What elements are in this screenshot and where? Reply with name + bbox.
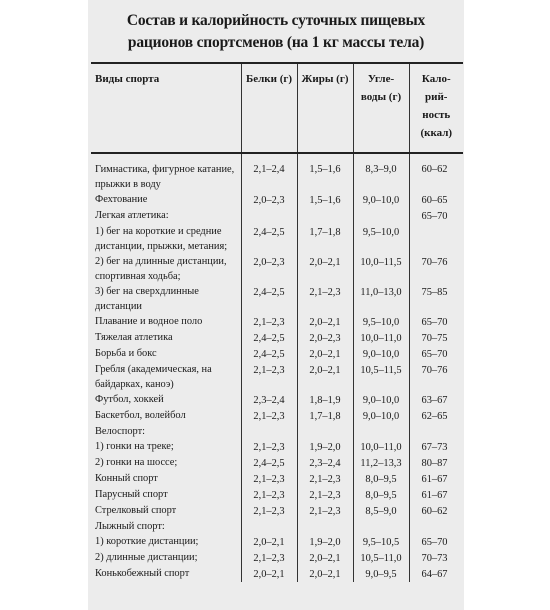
carbs-cell <box>353 519 409 534</box>
carbs-cell: 8,5–9,0 <box>353 503 409 519</box>
sport-cell: Велоспорт: <box>95 426 146 437</box>
carbs-cell: 10,5–11,5 <box>353 362 409 392</box>
fat-cell: 2,1–2,3 <box>297 284 353 314</box>
kcal-cell: 62–65 <box>409 408 463 424</box>
table-row <box>91 455 463 471</box>
kcal-cell: 61–67 <box>409 487 463 503</box>
carbs-cell: 10,5–11,0 <box>353 550 409 566</box>
fat-cell: 2,0–2,1 <box>297 346 353 362</box>
sport-cell: Парусный спорт <box>95 489 168 500</box>
protein-cell: 2,1–2,3 <box>241 314 297 330</box>
carbs-cell: 9,0–10,0 <box>353 408 409 424</box>
carbs-cell <box>353 208 409 224</box>
kcal-cell: 67–73 <box>409 439 463 455</box>
carbs-cell: 9,5–10,5 <box>353 534 409 550</box>
kcal-cell: 70–76 <box>409 254 463 284</box>
sport-cell: Гребля (академическая, на байдарках, каноэ) <box>95 364 212 390</box>
fat-cell: 2,3–2,4 <box>297 455 353 471</box>
sport-cell: 2) длинные дистанции; <box>95 552 198 563</box>
protein-cell: 2,4–2,5 <box>241 330 297 346</box>
sport-cell: 1) бег на короткие и средние дистанции, прыжки, метания; <box>95 226 228 252</box>
sport-cell: Легкая атлетика: <box>95 210 169 221</box>
sport-cell: Тяжелая атлетика <box>95 332 173 343</box>
kcal-cell: 64–67 <box>409 566 463 582</box>
fat-cell <box>297 519 353 534</box>
fat-cell: 2,1–2,3 <box>297 487 353 503</box>
protein-cell: 2,1–2,3 <box>241 471 297 487</box>
table-row <box>91 424 463 439</box>
fat-cell: 1,9–2,0 <box>297 439 353 455</box>
fat-cell: 2,0–2,1 <box>297 550 353 566</box>
table-row <box>91 503 463 519</box>
carbs-cell: 8,3–9,0 <box>353 153 409 192</box>
table-row <box>91 408 463 424</box>
table-row <box>91 362 463 392</box>
fat-cell: 1,7–1,8 <box>297 408 353 424</box>
table-row <box>91 224 463 254</box>
carbs-cell: 9,0–9,5 <box>353 566 409 582</box>
protein-cell: 2,1–2,3 <box>241 362 297 392</box>
protein-cell <box>241 519 297 534</box>
fat-cell <box>297 208 353 224</box>
protein-cell: 2,1–2,3 <box>241 487 297 503</box>
table-row <box>91 487 463 503</box>
sport-cell: Плавание и водное поло <box>95 316 203 327</box>
sport-cell: Конькобежный спорт <box>95 568 190 579</box>
kcal-cell: 65–70 <box>409 314 463 330</box>
nutrition-table <box>91 62 463 582</box>
kcal-cell <box>409 224 463 254</box>
kcal-cell: 70–75 <box>409 330 463 346</box>
sport-cell: Конный спорт <box>95 473 158 484</box>
kcal-cell: 60–62 <box>409 153 463 192</box>
carbs-cell: 11,0–13,0 <box>353 284 409 314</box>
fat-cell: 2,0–2,1 <box>297 254 353 284</box>
sport-cell: Стрелковый спорт <box>95 505 177 516</box>
protein-cell: 2,3–2,4 <box>241 392 297 408</box>
table-row <box>91 471 463 487</box>
protein-cell: 2,4–2,5 <box>241 455 297 471</box>
carbs-cell: 9,5–10,0 <box>353 224 409 254</box>
protein-cell: 2,1–2,3 <box>241 439 297 455</box>
kcal-cell: 75–85 <box>409 284 463 314</box>
carbs-cell: 9,0–10,0 <box>353 392 409 408</box>
table-row <box>91 439 463 455</box>
title-line-1: Состав и калорийность суточных пищевых <box>126 12 426 29</box>
sport-cell: 2) бег на длинные дистанции, спортивная ходьба; <box>95 256 227 282</box>
table-row <box>91 254 463 284</box>
carbs-cell: 9,0–10,0 <box>353 346 409 362</box>
table-row <box>91 550 463 566</box>
fat-cell: 1,5–1,6 <box>297 192 353 208</box>
table-row <box>91 392 463 408</box>
kcal-cell: 80–87 <box>409 455 463 471</box>
table-row <box>91 284 463 314</box>
header-fat: Жиры (г) <box>297 63 353 153</box>
kcal-cell: 60–65 <box>409 192 463 208</box>
sport-cell: Фехтование <box>95 194 148 205</box>
carbs-cell: 10,0–11,5 <box>353 254 409 284</box>
kcal-cell: 61–67 <box>409 471 463 487</box>
fat-cell: 1,8–1,9 <box>297 392 353 408</box>
protein-cell: 2,1–2,3 <box>241 408 297 424</box>
carbs-cell: 10,0–11,0 <box>353 330 409 346</box>
carbs-cell: 9,0–10,0 <box>353 192 409 208</box>
table-row <box>91 534 463 550</box>
title-line-2: рационов спортсменов (на 1 кг массы тела) <box>127 34 425 51</box>
sport-cell: Футбол, хоккей <box>95 394 164 405</box>
protein-cell: 2,0–2,3 <box>241 192 297 208</box>
sport-cell: Гимнастика, фигурное катание, прыжки в воду <box>95 164 235 190</box>
fat-cell: 2,0–2,3 <box>297 330 353 346</box>
protein-cell: 2,1–2,4 <box>241 153 297 192</box>
fat-cell <box>297 424 353 439</box>
protein-cell: 2,1–2,3 <box>241 550 297 566</box>
kcal-cell <box>409 519 463 534</box>
table-row <box>91 346 463 362</box>
fat-cell: 2,1–2,3 <box>297 503 353 519</box>
sport-cell: Лыжный спорт: <box>95 521 165 532</box>
kcal-cell <box>409 424 463 439</box>
carbs-cell: 8,0–9,5 <box>353 487 409 503</box>
fat-cell: 2,0–2,1 <box>297 314 353 330</box>
protein-cell: 2,4–2,5 <box>241 224 297 254</box>
table-row <box>91 208 463 224</box>
sport-cell: 1) гонки на треке; <box>95 441 174 452</box>
fat-cell: 2,0–2,1 <box>297 566 353 582</box>
table-row <box>91 519 463 534</box>
fat-cell: 1,9–2,0 <box>297 534 353 550</box>
fat-cell: 1,7–1,8 <box>297 224 353 254</box>
carbs-cell: 11,2–13,3 <box>353 455 409 471</box>
kcal-cell: 70–73 <box>409 550 463 566</box>
protein-cell: 2,4–2,5 <box>241 346 297 362</box>
header-protein: Белки (г) <box>241 63 297 153</box>
protein-cell: 2,1–2,3 <box>241 503 297 519</box>
header-kcal: Кало-рий-ность (ккал) <box>409 63 463 153</box>
protein-cell <box>241 208 297 224</box>
table-row <box>91 566 463 582</box>
sport-cell: 2) гонки на шоссе; <box>95 457 178 468</box>
kcal-cell: 65–70 <box>409 208 463 224</box>
protein-cell: 2,0–2,3 <box>241 254 297 284</box>
carbs-cell <box>353 424 409 439</box>
table-row <box>91 153 463 192</box>
table-header-row <box>91 63 463 153</box>
kcal-cell: 60–62 <box>409 503 463 519</box>
kcal-cell: 65–70 <box>409 346 463 362</box>
fat-cell: 2,1–2,3 <box>297 471 353 487</box>
carbs-cell: 9,5–10,0 <box>353 314 409 330</box>
protein-cell: 2,0–2,1 <box>241 566 297 582</box>
sport-cell: 3) бег на сверхдлинные дистанции <box>95 286 199 312</box>
kcal-cell: 63–67 <box>409 392 463 408</box>
fat-cell: 1,5–1,6 <box>297 153 353 192</box>
sport-cell: Борьба и бокс <box>95 348 157 359</box>
kcal-cell: 65–70 <box>409 534 463 550</box>
sport-cell: Баскетбол, волейбол <box>95 410 186 421</box>
fat-cell: 2,0–2,1 <box>297 362 353 392</box>
table-row <box>91 314 463 330</box>
carbs-cell: 8,0–9,5 <box>353 471 409 487</box>
header-carbs: Угле-воды (г) <box>353 63 409 153</box>
table-body <box>91 153 463 582</box>
protein-cell: 2,4–2,5 <box>241 284 297 314</box>
sport-cell: 1) короткие дистанции; <box>95 536 199 547</box>
kcal-cell: 70–76 <box>409 362 463 392</box>
header-sport: Виды спорта <box>91 63 241 153</box>
carbs-cell: 10,0–11,0 <box>353 439 409 455</box>
table-row <box>91 330 463 346</box>
protein-cell: 2,0–2,1 <box>241 534 297 550</box>
page-title <box>88 10 464 54</box>
protein-cell <box>241 424 297 439</box>
table-row <box>91 192 463 208</box>
